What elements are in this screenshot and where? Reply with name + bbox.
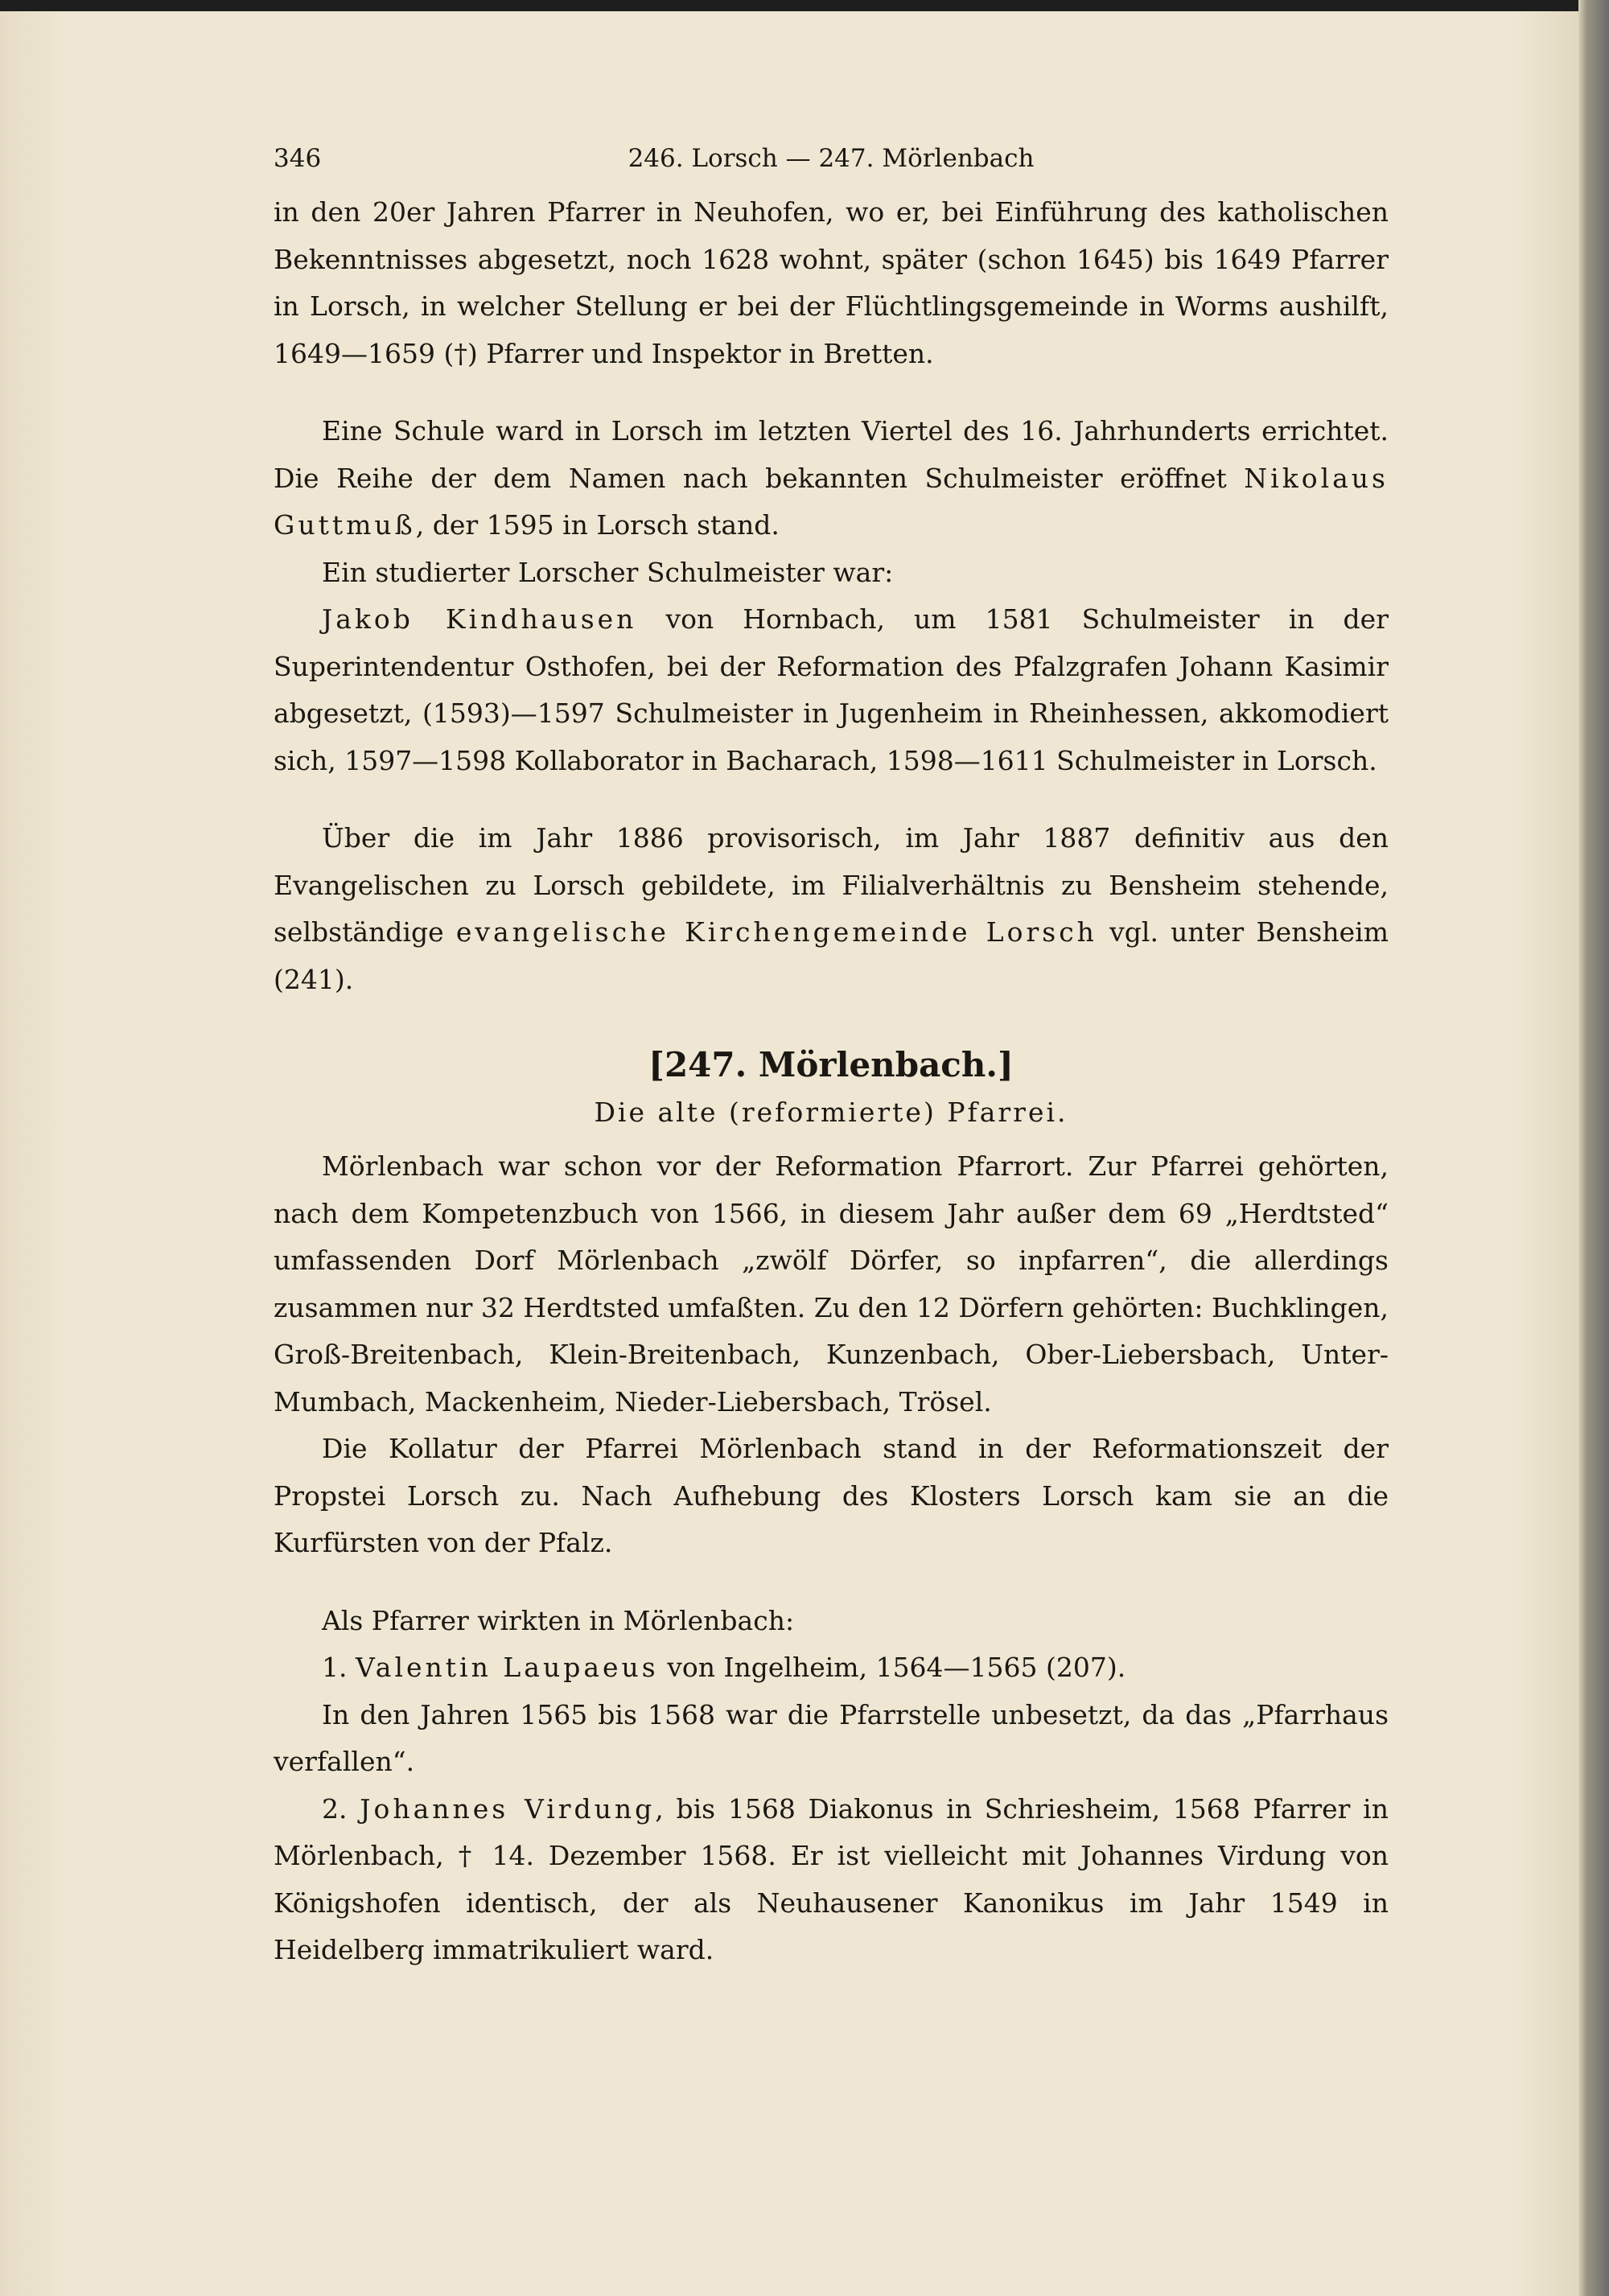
school-paragraph [274,408,1389,549]
pastor-entry-1 [274,1644,1389,1692]
pastor-1-text: von Ingelheim, 1564—1565 (207). [658,1652,1126,1683]
studied-schoolmaster-intro: Ein studierter Lorscher Schulmeister war: [322,556,894,588]
schoolmaster-name-nikolaus: Nikolaus Guttmuß [274,462,1389,541]
evangelical-congregation-name: evangelische Kirchengemeinde Lorsch [455,916,1097,948]
schoolmaster-entry-jakob [274,596,1389,784]
section-title: [247. Mörlenbach.] [648,1045,1014,1084]
page-text-block [274,144,1389,1974]
scan-top-border [0,0,1609,11]
evangelical-text: Über die im Jahr 1886 provisorisch, im Jahr 1887 definitiv aus den Evangelischen zu Lorsch gebildete, im Filialverhältnis zu Bensheim stehende, selbständige [274,822,1389,948]
section-subtitle: Die alte (reformierte) Pfarrei. [594,1097,1068,1128]
school-intro-end: , der 1595 in Lorsch stand. [415,509,780,541]
pastors-intro: Als Pfarrer wirkten in Mörlenbach: [322,1604,795,1636]
schoolmaster-entry-text: von Hornbach, um 1581 Schulmeister in der Superintendentur Osthofen, bei der Reformation des Pfalzgrafen Johann Kasimir abgesetzt, (1593)—1597 Schulmeister in Jugenheim in Rheinhessen, akkomodiert sich, 1597—1598 Kollaborator in Bacharach, 1598—1611 Schulmeister in Lorsch. [274,603,1389,776]
pastor-2-number: 2. [322,1792,360,1825]
pastor-2-text: , bis 1568 Diakonus in Schriesheim, 1568 Pfarrer in Mörlenbach, † 14. Dezember 1568. Er ist vielleicht mit Johannes Virdung von Königshofen identisch, der als Neuhausener Kanonikus im Jahr 1549 in Heidelberg immatrikuliert ward. [274,1792,1389,1965]
vacancy-paragraph: In den Jahren 1565 bis 1568 war die Pfarrstelle unbesetzt, da das „Pfarrhaus verfallen“. [274,1698,1389,1777]
page-number: 346 [274,144,322,173]
schoolmaster-name-jakob: Jakob Kindhausen [322,603,637,635]
continuation-paragraph: in den 20er Jahren Pfarrer in Neuhofen, wo er, bei Einführung des katholischen Bekenntnisses abgesetzt, noch 1628 wohnt, später (schon 1645) bis 1649 Pfarrer in Lorsch, in welcher Stellung er bei der Flüchtlingsgemeinde in Worms aushilft, 1649—1659 (†) Pfarrer und Inspektor in Bretten. [274,196,1389,369]
evangelical-paragraph [274,815,1389,1003]
school-intro-text: Eine Schule ward in Lorsch im letzten Viertel des 16. Jahrhunderts errichtet. Die Reihe der dem Namen nach bekannten Schulmeister eröffnet [274,415,1389,494]
scan-binding-edge [1578,0,1609,2296]
paragraph-gap [274,1567,1389,1598]
evangelical-end: vgl. unter Bensheim (241). [274,916,1389,995]
running-title: 246. Lorsch — 247. Mörlenbach [628,144,1035,173]
pastor-entry-2 [274,1786,1389,1974]
pastor-1-number: 1. [322,1652,356,1683]
pastor-2-name: Johannes Virdung [360,1792,656,1825]
paragraph-gap [274,377,1389,408]
book-page [0,11,1578,2296]
parish-paragraph: Mörlenbach war schon vor der Reformation Pfarrort. Zur Pfarrei gehörten, nach dem Kompetenzbuch von 1566, in diesem Jahr außer dem 69 „Herdtsted“ umfassenden Dorf Mörlenbach „zwölf Dörfer, so inpfarren“, die allerdings zusammen nur 32 Herdtsted umfaßten. Zu den 12 Dörfern gehörten: Buchklingen, Groß-Breitenbach, Klein-Breitenbach, Kunzenbach, Ober-Liebersbach, Unter-Mumbach, Mackenheim, Nieder-Liebersbach, Trösel. [274,1150,1389,1418]
paragraph-gap [274,784,1389,815]
pastor-1-name: Valentin Laupaeus [355,1652,659,1683]
page-header [274,144,1389,189]
kollatur-paragraph: Die Kollatur der Pfarrei Mörlenbach stand in der Reformationszeit der Propstei Lorsch zu. Nach Aufhebung des Klosters Lorsch kam sie an die Kurfürsten von der Pfalz. [274,1433,1389,1558]
